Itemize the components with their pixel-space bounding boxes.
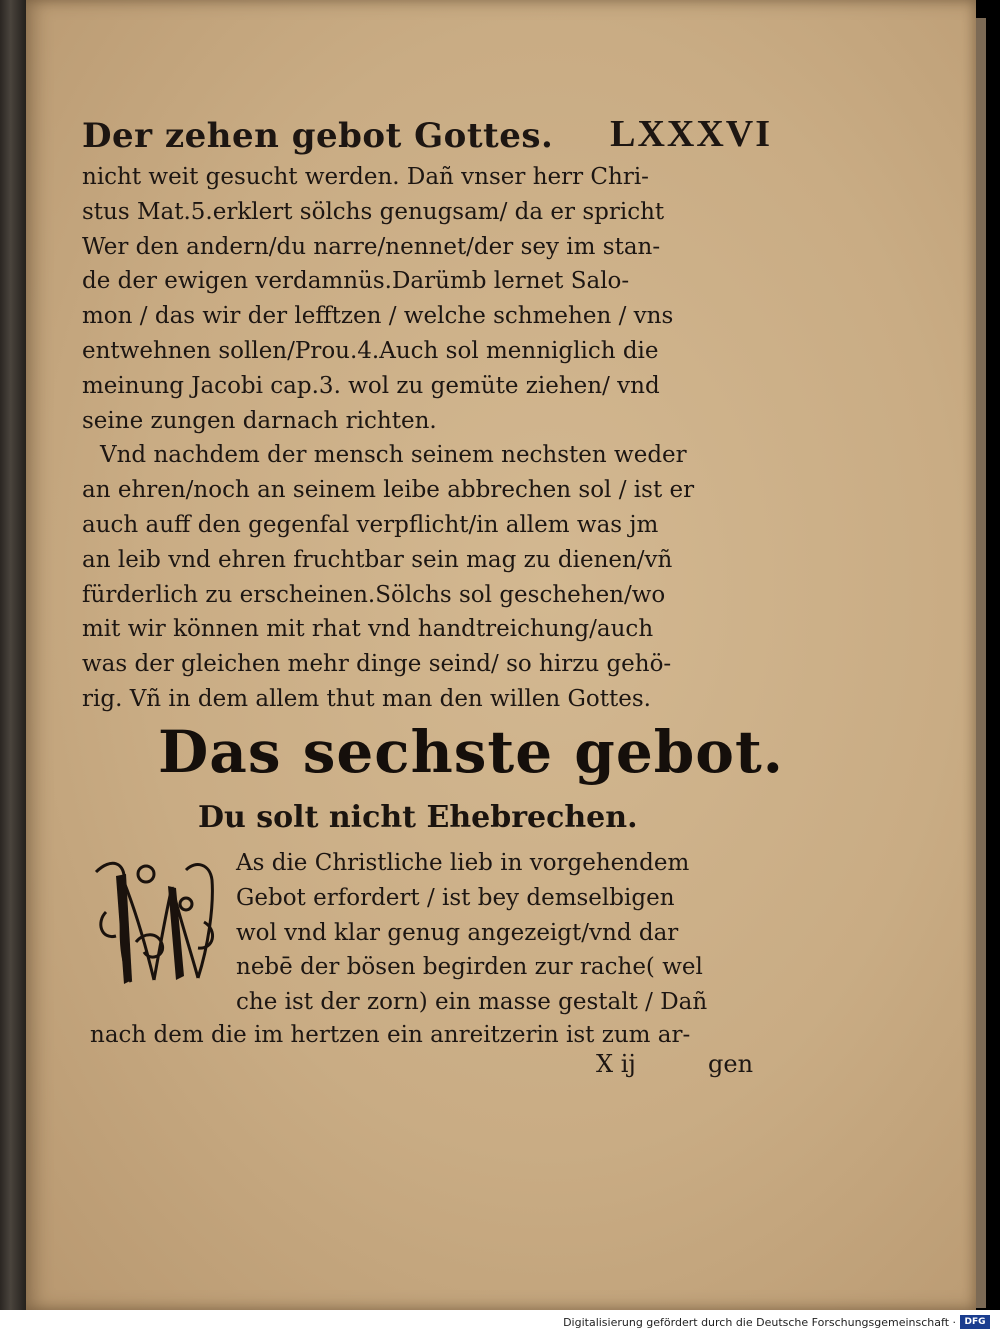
text-line: entwehnen sollen/Prou.4.Auch sol menniglich die <box>82 337 659 364</box>
header-title: Der zehen gebot Gottes. <box>82 116 554 156</box>
text-line: auch auff den gegenfal verpflicht/in allem was jm <box>82 511 659 538</box>
text-line: rig. Vñ in dem allem thut man den willen Gottes. <box>82 685 651 712</box>
text-line: Gebot erfordert / ist bey demselbigen <box>236 884 675 911</box>
text-line: nebē der bösen begirden zur rache( wel <box>236 954 703 981</box>
running-header <box>82 100 772 156</box>
signature-mark: X ij <box>596 1050 636 1078</box>
text-line: an ehren/noch an seinem leibe abbrechen sol / ist er <box>82 477 695 504</box>
text-line: wol vnd klar genug angezeigt/vnd dar <box>236 919 679 946</box>
decorated-initial-graphic <box>86 852 224 994</box>
text-line: As die Christliche lieb in vorgehendem <box>236 850 690 876</box>
dfg-logo: DFG <box>960 1315 990 1329</box>
book-binding <box>0 0 26 1310</box>
text-line: fürderlich zu erscheinen.Sölchs sol geschehen/wo <box>82 581 666 608</box>
section-subheading: Du solt nicht Ehebrechen. <box>198 800 638 835</box>
text-line: mon / das wir der lefftzen / welche schmehen / vns <box>82 303 674 330</box>
folio-number: LXXXVI <box>610 113 772 155</box>
page-edge <box>976 18 986 1308</box>
text-line: Vnd nachdem der mensch seinem nechsten weder <box>100 442 687 469</box>
decorated-initial <box>86 852 224 994</box>
continued-paragraph <box>90 1018 780 1053</box>
indented-paragraph <box>236 846 766 1020</box>
text-line: seine zungen darnach richten. <box>82 407 437 434</box>
text-line: mit wir können mit rhat vnd handtreichung/auch <box>82 616 654 643</box>
text-line: was der gleichen mehr dinge seind/ so hirzu gehö- <box>82 651 672 678</box>
footer-credit: Digitalisierung gefördert durch die Deutsche Forschungsgemeinschaft · <box>563 1316 956 1329</box>
text-line: nicht weit gesucht werden. Dañ vnser herr Chri- <box>82 164 649 190</box>
text-line: che ist der zorn) ein masse gestalt / Dañ <box>236 989 708 1016</box>
text-line: Wer den andern/du narre/nennet/der sey im stan- <box>82 233 661 260</box>
catchword: gen <box>708 1050 754 1078</box>
section-heading: Das sechste gebot. <box>158 718 784 786</box>
text-line: stus Mat.5.erklert sölchs genugsam/ da er spricht <box>82 198 665 225</box>
text-line: meinung Jacobi cap.3. wol zu gemüte ziehen/ vnd <box>82 372 660 399</box>
text-line: an leib vnd ehren fruchtbar sein mag zu dienen/vñ <box>82 546 673 573</box>
text-line: de der ewigen verdamnüs.Darümb lernet Salo- <box>82 268 630 295</box>
text-line: nach dem die im hertzen ein anreitzerin ist zum ar- <box>90 1022 691 1048</box>
body-text <box>82 160 772 717</box>
